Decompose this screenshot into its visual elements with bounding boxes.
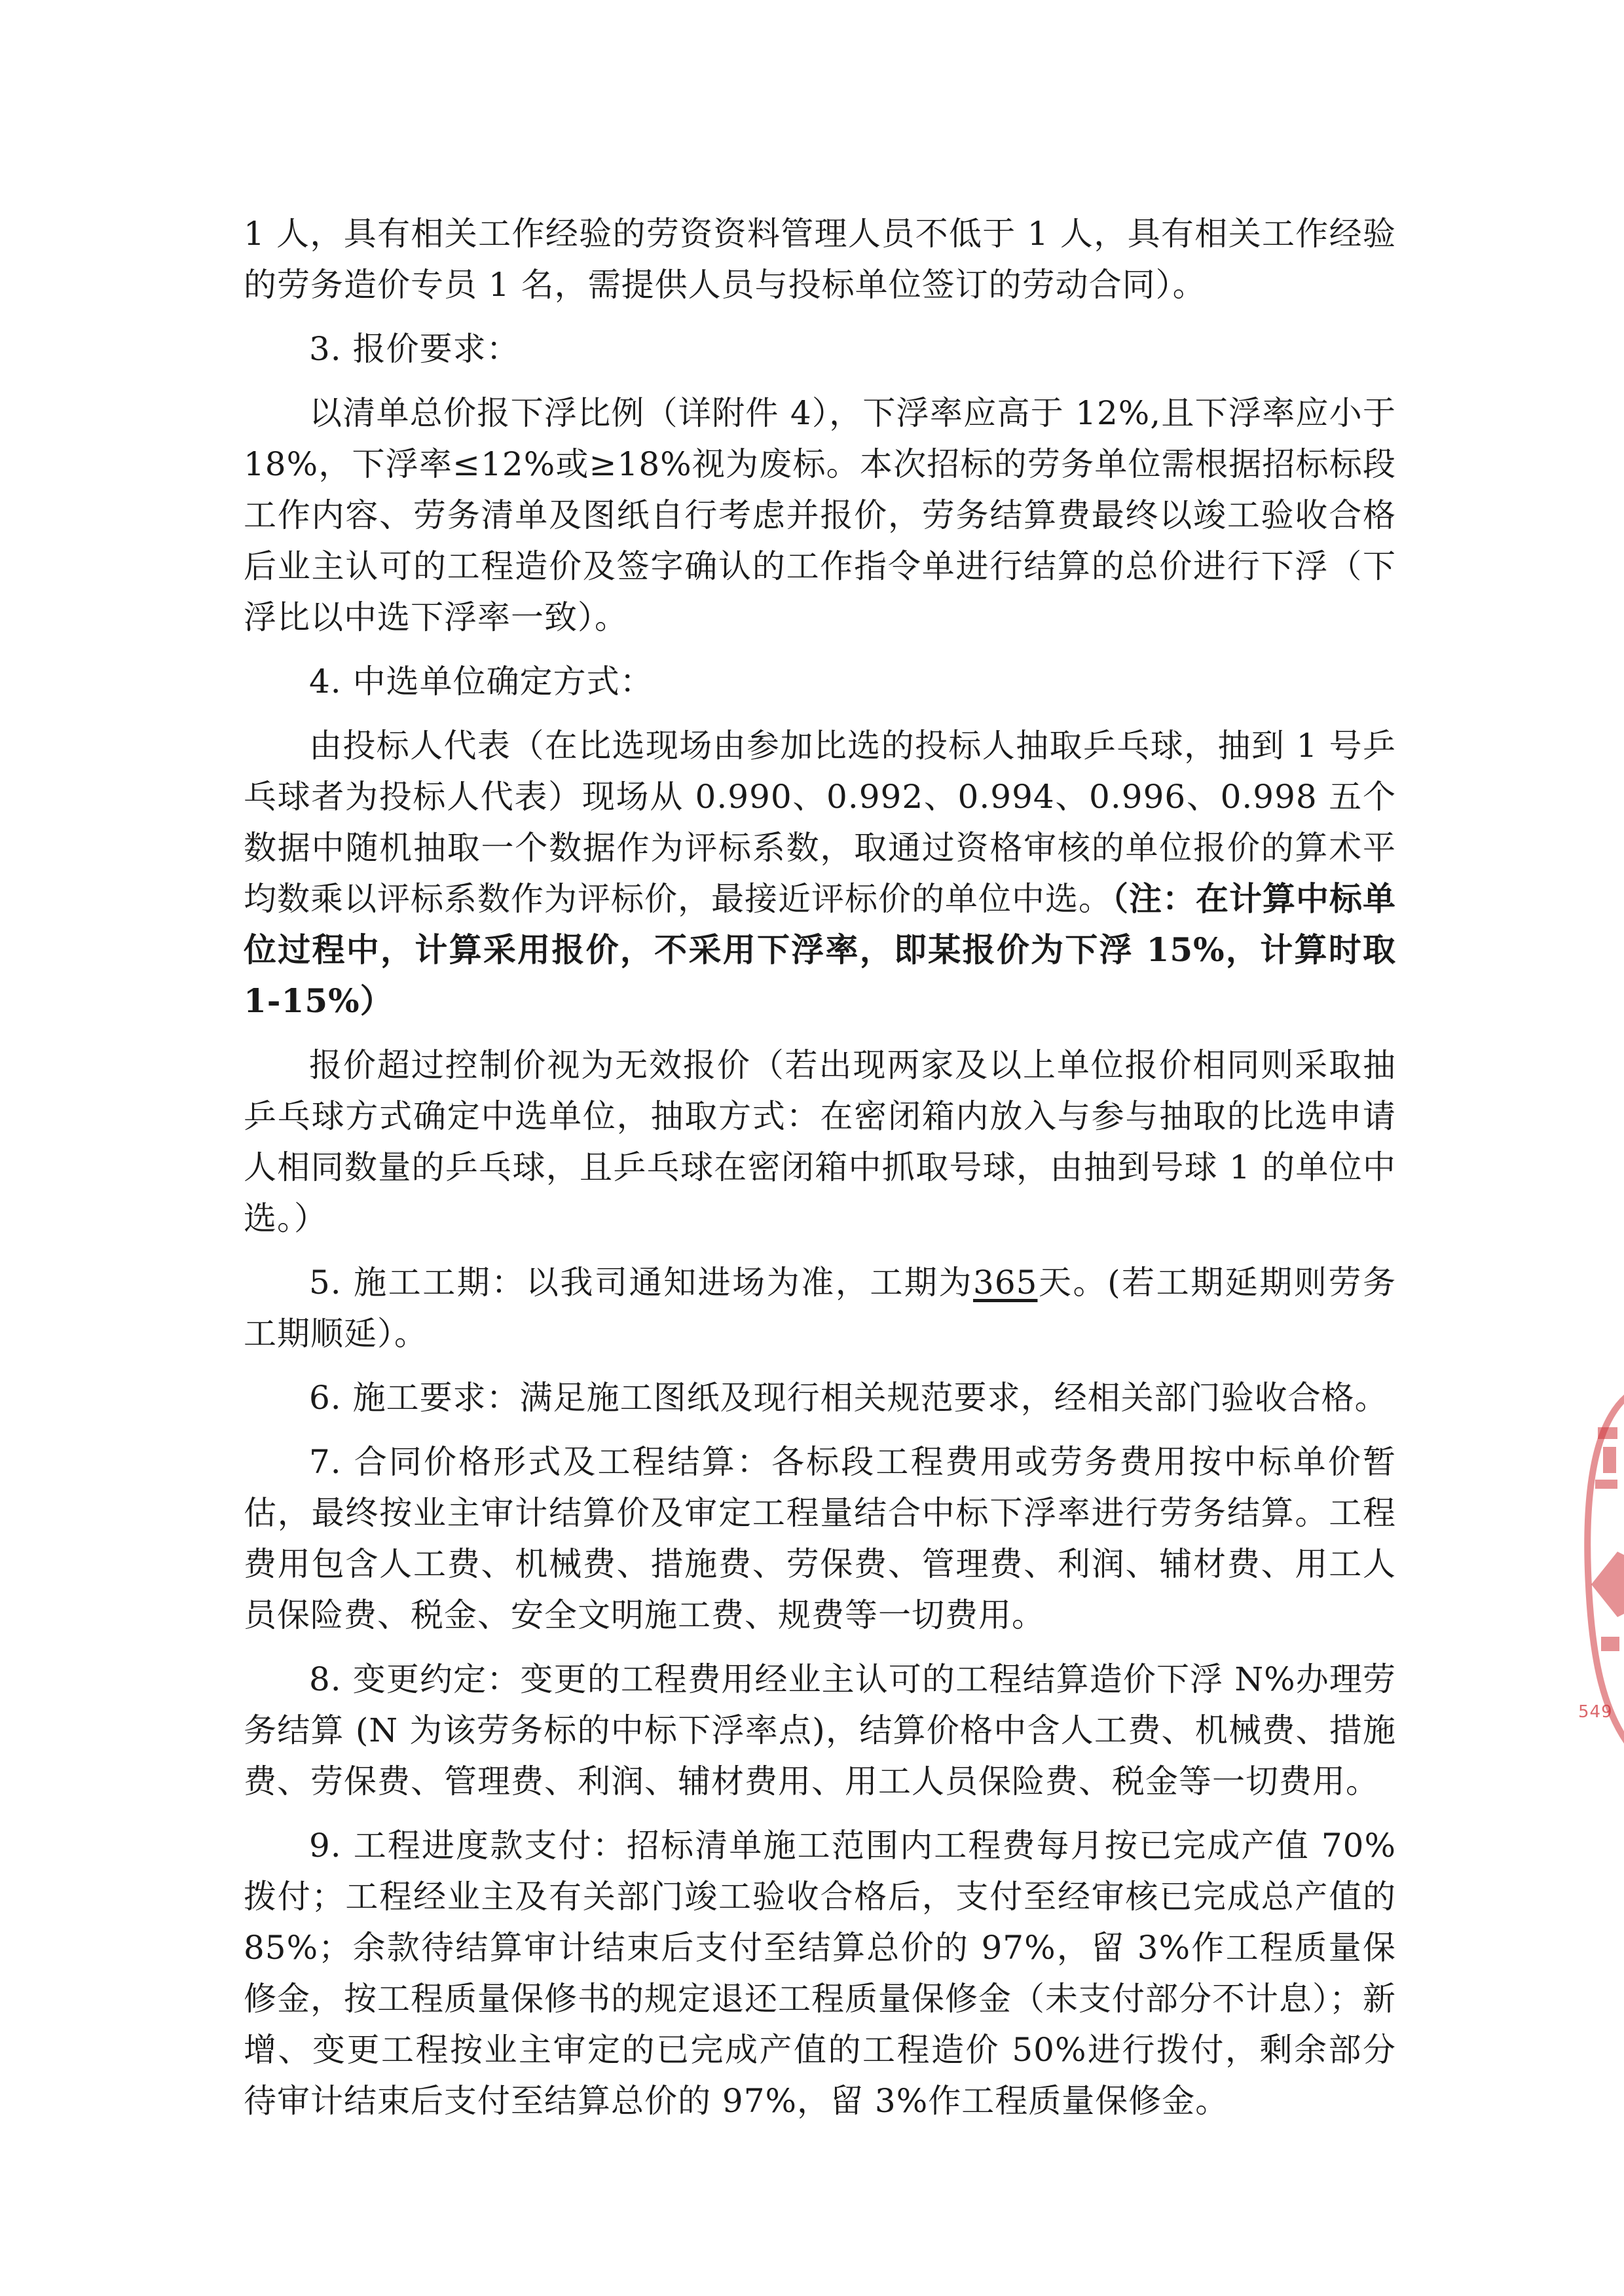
paragraph-quotation-requirements: 以清单总价报下浮比例（详附件 4），下浮率应高于 12%,且下浮率应小于 18%，下浮率≤12%或≥18%视为废标。本次招标的劳务单位需根据招标标段工作内容、劳务清单及图纸自行考虑并报价，劳务结算费最终以竣工验收合格后业主认可的工程造价及签字确认的工作指令单进行结算的总价进行下浮（下浮比以中选下浮率一致）。 (244, 394, 1396, 636)
paragraph-invalid-quotation: 报价超过控制价视为无效报价（若出现两家及以上单位报价相同则采取抽乒乓球方式确定中选单位，抽取方式：在密闭箱内放入与参与抽取的比选申请人相同数量的乒乓球，且乒乓球在密闭箱中抓取号球，由抽到号球 1 的单位中选。） (244, 1046, 1396, 1237)
seal-stamp-icon (1572, 1388, 1624, 1755)
paragraph-winner-determination (244, 720, 1396, 1027)
heading-quotation-requirements: 3. 报价要求： (309, 330, 520, 368)
paragraph-progress-payment: 9. 工程进度款支付：招标清单施工范围内工程费每月按已完成产值 70%拨付；工程经业主及有关部门竣工验收合格后，支付至经审核已完成总产值的 85%；余款待结算审计结束后支付至结算总价的 97%，留 3%作工程质量保修金，按工程质量保修书的规定退还工程质量保修金（未支付部分不计息）；新增、变更工程按业主审定的已完成产值的工程造价 50%进行拨付，剩余部分待审计结束后支付至结算总价的 97%，留 3%作工程质量保修金。 (244, 1827, 1396, 2120)
paragraph-construction-period (244, 1257, 1396, 1359)
paragraph-staff-requirement: 1 人，具有相关工作经验的劳资资料管理人员不低于 1 人，具有相关工作经验的劳务造价专员 1 名，需提供人员与投标单位签订的劳动合同）。 (244, 215, 1396, 304)
paragraph-contract-price: 7. 合同价格形式及工程结算：各标段工程费用或劳务费用按中标单价暂估，最终按业主审计结算价及审定工程量结合中标下浮率进行劳务结算。工程费用包含人工费、机械费、措施费、劳保费、管理费、利润、辅材费、用工人员保险费、税金、安全文明施工费、规费等一切费用。 (244, 1443, 1396, 1634)
paragraph-construction-requirements: 6. 施工要求：满足施工图纸及现行相关规范要求，经相关部门验收合格。 (309, 1379, 1388, 1417)
paragraph-change-agreement: 8. 变更约定：变更的工程费用经业主认可的工程结算造价下浮 N%办理劳务结算 (N 为该劳务标的中标下浮率点)，结算价格中含人工费、机械费、措施费、劳保费、管理费、利润、辅材费用、用工人员保险费、税金等一切费用。 (244, 1660, 1396, 1800)
construction-period-prefix: 5. 施工工期：以我司通知进场为准，工期为 (309, 1264, 974, 1302)
construction-period-suffix: 天。(若工期延期则劳务工期顺延）。 (244, 1264, 1396, 1353)
construction-period-days: 365 (973, 1264, 1038, 1302)
document-body (244, 208, 1396, 2140)
seal-number: 549 (1578, 1702, 1613, 1722)
winner-determination-text: 由投标人代表（在比选现场由参加比选的投标人抽取乒乓球，抽到 1 号乒乓球者为投标人代表）现场从 0.990、0.992、0.994、0.996、0.998 五个数据中随机抽取一个数据作为评标系数，取通过资格审核的单位报价的算术平均数乘以评标系数作为评标价，最接近评标价的单位中选。 (244, 727, 1396, 918)
heading-winner-determination: 4. 中选单位确定方式： (309, 663, 654, 701)
winner-determination-note: （注：在计算中标单位过程中，计算采用报价，不采用下浮率，即某报价为下浮 15%，计算时取 1-15%） (244, 879, 1396, 1020)
red-seal-fragment (1565, 1388, 1624, 1755)
